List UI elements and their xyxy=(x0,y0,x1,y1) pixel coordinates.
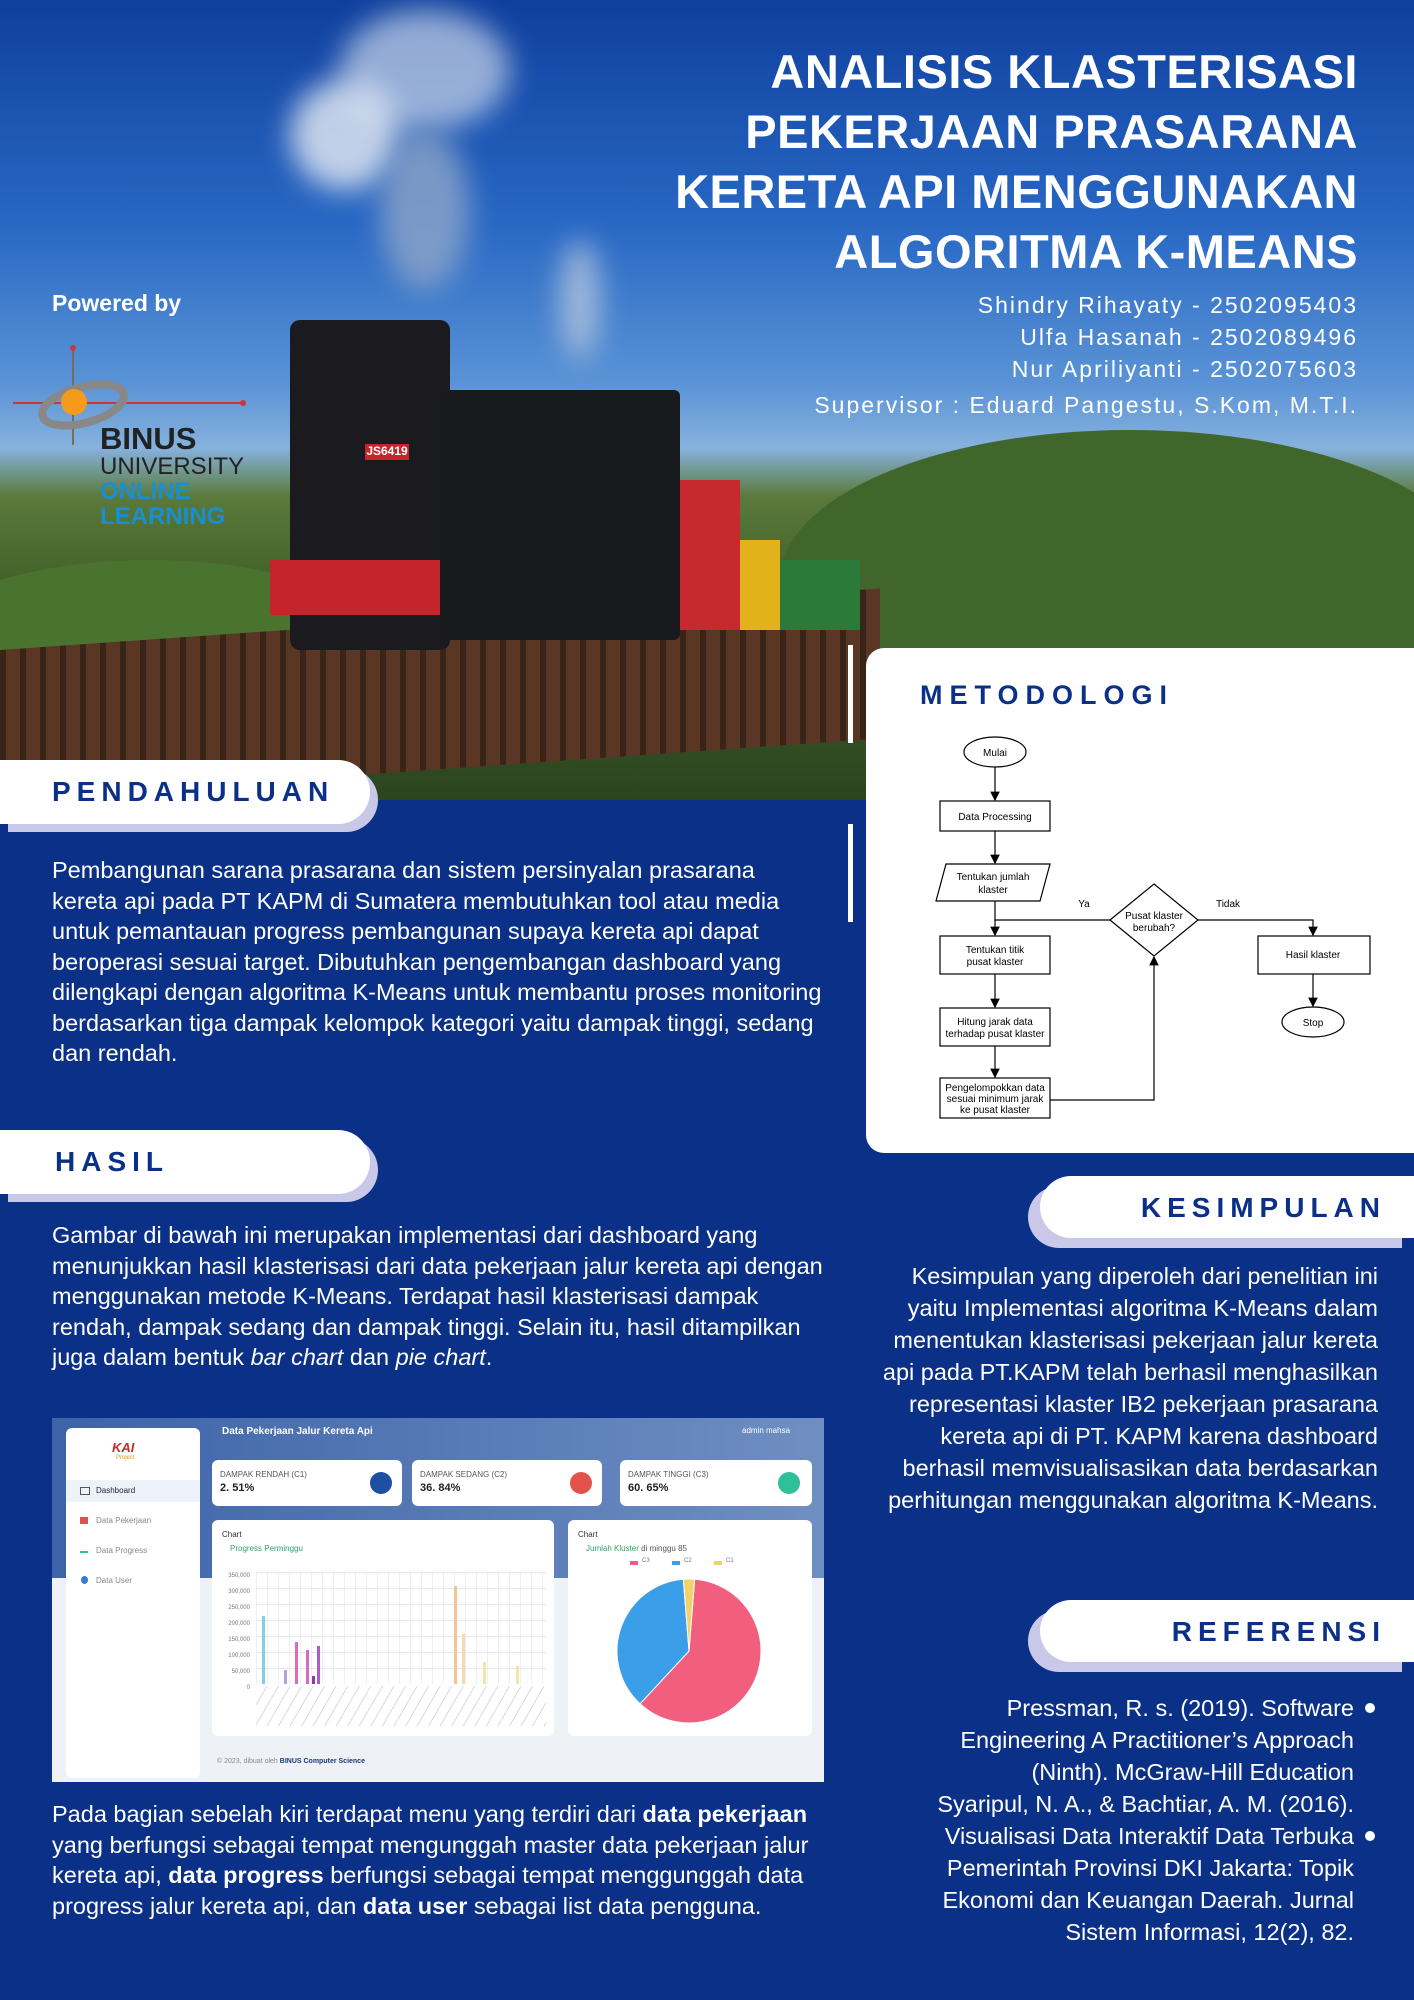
hasil-text-bold: data user xyxy=(362,1892,468,1919)
poster-title xyxy=(618,42,1358,282)
kesimpulan-text: Kesimpulan yang diperoleh dari penelitian ini yaitu Implementasi algoritma K-Means dalam menentukan klasterisasi pekerjaan jalur kereta api pada PT.KAPM telah berhasil menghasilkan representasi klaster IB2 pekerjaan prasarana kereta api di PT. KAPM karena dashboard berhasil memvisualisasikan data berdasarkan perhitungan menggunakan algoritma K-Means. xyxy=(882,1263,1378,1513)
flow-kelompok-label: Pengelompokkan data xyxy=(945,1083,1045,1094)
sidebar-item-data-progress[interactable]: Data Progress xyxy=(96,1546,148,1555)
bar-chart-x-labels xyxy=(256,1686,546,1726)
bar-chart-subtitle: Progress Perminggu xyxy=(230,1544,303,1553)
flow-jumlah-label: klaster xyxy=(978,885,1008,896)
y-tick: 0 xyxy=(246,1685,250,1691)
stat-card-c2 xyxy=(412,1460,602,1506)
referensi-item-2: Syaripul, N. A., & Bachtiar, A. M. (2016). Visualisasi Data Interaktif Data Terbuka Pemerintah Provinsi DKI Jakarta: Topik Ekonomi dan Keuangan Daerah. Jurnal Sistem Informasi, 12(2), 82. xyxy=(937,1791,1354,1945)
bar-chart-card xyxy=(212,1520,554,1736)
legend-swatch xyxy=(714,1561,722,1565)
dashboard-sidebar xyxy=(66,1428,200,1778)
y-tick: 200,000 xyxy=(228,1621,250,1627)
hasil-text-1 xyxy=(52,1220,824,1373)
referensi-item-1: Pressman, R. s. (2019). Software Engineering A Practitioner’s Approach (Ninth). McGraw-Hill Education xyxy=(960,1695,1354,1785)
flow-hasil-label: Hasil klaster xyxy=(1285,950,1341,961)
metodologi-heading: METODOLOGI xyxy=(920,680,1175,710)
flow-no-label: Tidak xyxy=(1215,899,1241,910)
hasil-text-segment: berfungsi sebagai tempat menggunggah data progress jalur kereta api, dan xyxy=(52,1862,804,1919)
title-line: ALGORITMA K-MEANS xyxy=(834,225,1358,278)
bar xyxy=(262,1616,265,1684)
dashboard-page-title: Data Pekerjaan Jalur Kereta Api xyxy=(222,1426,373,1437)
stat-card-label: DAMPAK SEDANG (C2) xyxy=(420,1470,507,1479)
bar xyxy=(312,1676,315,1684)
y-tick: 150,000 xyxy=(228,1637,250,1643)
stat-card-label: DAMPAK TINGGI (C3) xyxy=(628,1470,709,1479)
flow-jarak-label: Hitung jarak data xyxy=(957,1017,1033,1028)
smoke-cloud xyxy=(340,10,510,130)
flow-start-label: Mulai xyxy=(983,748,1007,759)
title-line: KERETA API MENGGUNAKAN xyxy=(675,165,1358,218)
bar xyxy=(462,1634,465,1684)
hasil-text-bold: data progress xyxy=(168,1862,324,1888)
flow-yes-label: Ya xyxy=(1078,899,1090,910)
pie-chart-subtitle xyxy=(586,1544,687,1553)
legend-label: C1 xyxy=(726,1558,734,1564)
kesimpulan-heading-pill xyxy=(1040,1176,1414,1238)
flow-processing-label: Data Processing xyxy=(958,812,1032,823)
bar xyxy=(483,1662,486,1684)
legend-label: C3 xyxy=(642,1558,650,1564)
flow-kelompok-label: ke pusat klaster xyxy=(959,1105,1031,1116)
stat-card-value: 36. 84% xyxy=(420,1482,461,1494)
referensi-heading-pill xyxy=(1040,1600,1414,1662)
dashboard-user-name[interactable]: admin mahsa xyxy=(742,1426,791,1435)
pendahuluan-heading: PENDAHULUAN xyxy=(52,776,335,807)
pie-chart-card xyxy=(568,1520,812,1736)
chart-icon xyxy=(80,1547,88,1553)
title-line: PEKERJAAN PRASARANA xyxy=(745,105,1358,158)
hasil-text-segment: yang berfungsi sebagai tempat mengunggah master data pekerjaan jalur kereta api, xyxy=(52,1831,809,1888)
metodologi-accent-line xyxy=(848,645,853,743)
flow-stop-label: Stop xyxy=(1302,1018,1324,1029)
legend-label: C2 xyxy=(684,1558,692,1564)
tender xyxy=(440,390,680,640)
dashboard-screenshot xyxy=(52,1418,824,1782)
hasil-text-segment: . xyxy=(485,1344,493,1370)
pendahuluan-heading-pill xyxy=(0,760,370,824)
building-icon xyxy=(80,1517,88,1524)
author-2: Ulfa Hasanah - 2502089496 xyxy=(1020,324,1358,350)
hasil-text-segment: sebagai list data pengguna. xyxy=(467,1892,762,1919)
pie-chart-subtitle-a: Jumlah Kluster xyxy=(586,1544,639,1553)
green-wagon xyxy=(780,560,860,630)
locomotive-cowcatcher xyxy=(270,560,450,615)
hasil-heading-pill xyxy=(0,1130,370,1194)
bar xyxy=(295,1642,298,1684)
stat-card-value: 60. 65% xyxy=(628,1482,669,1494)
bar xyxy=(306,1650,309,1684)
legend-swatch xyxy=(630,1561,638,1565)
bar-chart-y-axis xyxy=(220,1568,250,1691)
hasil-text-segment: Gambar di bawah ini merupakan implementasi dari dashboard yang menunjukkan hasil klasterisasi dari data pekerjaan jalur kereta api dengan menggunakan metode K-Means. Terdapat hasil klasterisasi dampak rendah, dampak sedang dan dampak tinggi. Selain itu, hasil ditampilkan juga dalam bentuk xyxy=(52,1222,823,1370)
red-wagon xyxy=(680,480,740,630)
bar xyxy=(454,1586,457,1684)
hasil-text-segment: Pada bagian sebelah kiri terdapat menu yang terdiri dari xyxy=(52,1801,643,1827)
flow-jarak-label: terhadap pusat klaster xyxy=(945,1029,1045,1040)
user-icon xyxy=(81,1576,88,1584)
hasil-heading: HASIL xyxy=(55,1146,169,1177)
title-line: ANALISIS KLASTERISASI xyxy=(770,45,1358,98)
binus-logo xyxy=(8,345,268,545)
dashboard-brand-sub: Project xyxy=(116,1455,135,1461)
dashboard-footer xyxy=(217,1758,365,1765)
y-tick: 300,000 xyxy=(228,1589,250,1595)
bullet-icon xyxy=(1365,1831,1375,1841)
logo-line: UNIVERSITY xyxy=(100,453,245,480)
flow-decision-label: Pusat klaster xyxy=(1125,911,1183,922)
train-number-plate: JS6419 xyxy=(366,444,408,458)
hasil-text-segment: dan xyxy=(343,1344,396,1370)
author-3: Nur Apriliyanti - 2502075603 xyxy=(1011,356,1358,382)
bar xyxy=(317,1646,320,1684)
referensi-heading: REFERENSI xyxy=(1171,1616,1386,1647)
metodologi-accent-line xyxy=(848,824,853,922)
pie-chart-title: Chart xyxy=(578,1530,598,1539)
logo-line: LEARNING xyxy=(100,503,226,530)
stat-card-label: DAMPAK RENDAH (C1) xyxy=(220,1470,307,1479)
sidebar-item-dashboard[interactable]: Dashboard xyxy=(96,1486,136,1495)
dashboard-brand: KAI xyxy=(112,1440,135,1455)
bar xyxy=(516,1666,519,1684)
flow-titik-label: Tentukan titik xyxy=(965,945,1025,956)
pie-chart xyxy=(614,1576,764,1726)
stat-card-icon xyxy=(370,1472,392,1494)
powered-by-label: Powered by xyxy=(52,290,182,316)
kesimpulan-heading: KESIMPULAN xyxy=(1140,1192,1386,1223)
bar-chart-plot xyxy=(256,1572,546,1684)
bullet-icon xyxy=(1365,1703,1375,1713)
bar xyxy=(284,1670,287,1684)
y-tick: 350,000 xyxy=(228,1573,250,1579)
sidebar-item-data-pekerjaan[interactable]: Data Pekerjaan xyxy=(96,1516,152,1525)
flow-titik-label: pusat klaster xyxy=(966,957,1024,968)
stat-card-icon xyxy=(570,1472,592,1494)
author-1: Shindry Rihayaty - 2502095403 xyxy=(977,292,1358,318)
flow-kelompok-label: sesuai minimum jarak xyxy=(946,1094,1044,1105)
hasil-text-italic: bar chart xyxy=(250,1344,344,1370)
legend-swatch xyxy=(672,1561,680,1565)
stat-card-value: 2. 51% xyxy=(220,1482,255,1494)
stat-card-c3 xyxy=(620,1460,812,1506)
footer-text: © 2023, dibuat oleh xyxy=(217,1758,278,1765)
hasil-text-italic: pie chart xyxy=(395,1344,486,1370)
hasil-text-2 xyxy=(52,1799,832,1921)
flowchart xyxy=(866,720,1406,1140)
smoke-cloud xyxy=(380,130,470,290)
yellow-wagon xyxy=(740,540,780,630)
hasil-text-bold: data pekerjaan xyxy=(642,1801,808,1827)
logo-line: BINUS xyxy=(100,421,197,456)
bar-chart-title: Chart xyxy=(222,1530,242,1539)
flow-jumlah-label: Tentukan jumlah xyxy=(956,872,1030,883)
pendahuluan-text: Pembangunan sarana prasarana dan sistem persinyalan prasarana kereta api pada PT KAPM di Sumatera membutuhkan tool atau media untuk pemantauan progress pembangunan supaya kereta api dapat beroperasi sesuai target. Dibutuhkan pengembangan dashboard yang dilengkapi dengan algoritma K-Means untuk membantu proses monitoring berdasarkan tiga dampak kelompok kategori yaitu dampak tinggi, sedang dan rendah. xyxy=(52,857,822,1066)
footer-brand: BINUS Computer Science xyxy=(279,1758,365,1765)
pie-chart-subtitle-b: di minggu 85 xyxy=(641,1544,687,1553)
y-tick: 250,000 xyxy=(228,1605,250,1611)
flow-decision-label: berubah? xyxy=(1132,923,1176,934)
monitor-icon xyxy=(80,1487,90,1495)
stat-card-icon xyxy=(778,1472,800,1494)
logo-line: ONLINE xyxy=(100,478,191,505)
sidebar-item-data-user[interactable]: Data User xyxy=(96,1576,133,1585)
y-tick: 100,000 xyxy=(228,1653,250,1659)
stat-card-c1 xyxy=(212,1460,402,1506)
y-tick: 50,000 xyxy=(231,1669,250,1675)
supervisor: Supervisor : Eduard Pangestu, S.Kom, M.T.I. xyxy=(814,392,1358,418)
